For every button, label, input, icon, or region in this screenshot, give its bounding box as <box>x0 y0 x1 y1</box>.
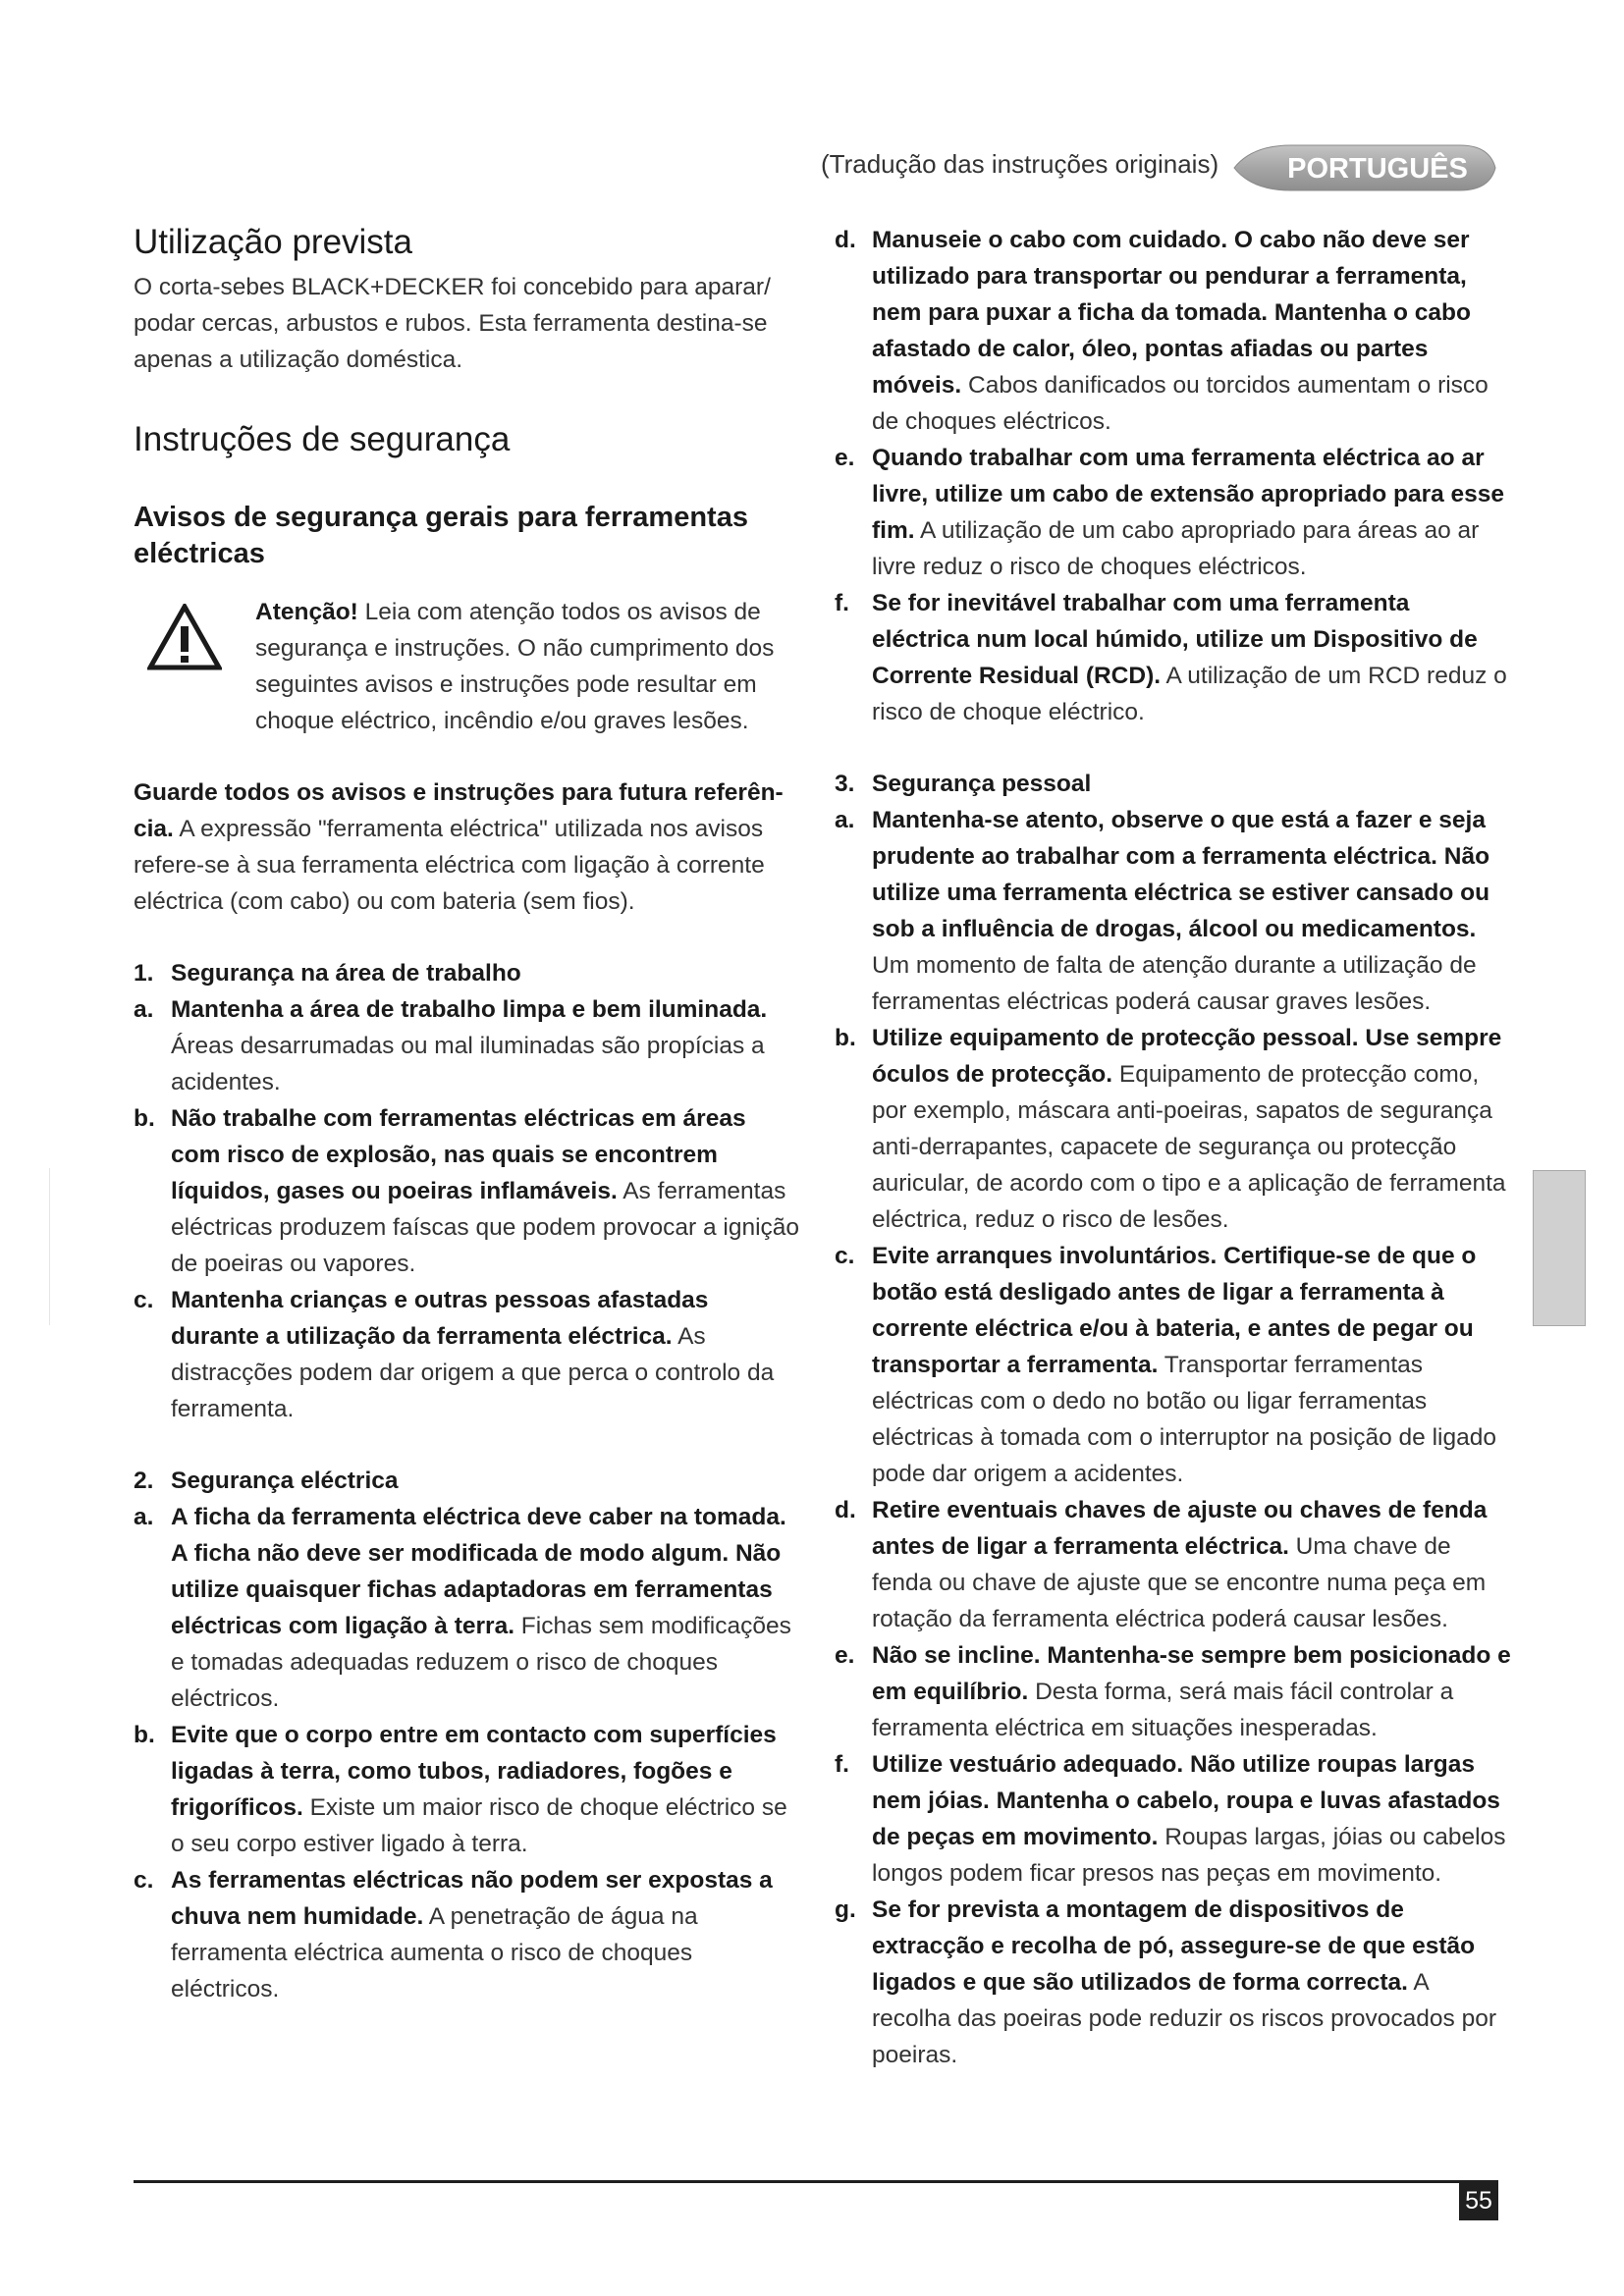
right-column <box>835 222 1512 2073</box>
margin-mark <box>49 1168 50 1325</box>
page-number: 55 <box>1459 2181 1498 2220</box>
list-item-3a: a. Mantenha-se atento, observe o que está a fazer e seja prudente ao trabalhar com a ferramenta eléctrica. Não utilize uma ferramenta eléctrica se estiver cansado ou sob a influência de drogas, álcool ou medicamentos. Um momento de falta de atenção durante a utilização de ferramentas eléctricas poderá causar graves lesões. <box>835 807 1490 1015</box>
list-item-2c: c. As ferramentas eléctricas não podem ser expostas a chuva nem humidade. A penetração de água na ferramenta eléctrica aumenta o risco de choques eléctricos. <box>134 1867 773 2002</box>
intended-use-text: O corta-sebes BLACK+DECKER foi concebido para aparar/ podar cercas, arbustos e rubos. Esta ferramenta destina-se apenas a utilização doméstica. <box>134 274 771 373</box>
translation-note: (Tradução das instruções originais) <box>821 149 1219 179</box>
warning-block <box>134 594 801 739</box>
list-item-3e: e. Não se incline. Mantenha-se sempre bem posicionado e em equilíbrio. Desta forma, será mais fácil controlar a ferramenta eléctrica em situações inesperadas. <box>835 1642 1511 1741</box>
warning-lead: Atenção! <box>255 599 358 625</box>
list-item-2d: d. Manuseie o cabo com cuidado. O cabo não deve ser utilizado para transportar ou pendurar a ferramenta, nem para puxar a ficha da tomada. Mantenha o cabo afastado de calor, óleo, pontas afiadas ou partes móveis. Cabos danificados ou torcidos aumentam o risco de choques eléctricos. <box>835 227 1489 435</box>
section-1-title: 1. Segurança na área de trabalho <box>134 955 801 991</box>
side-thumb-tab <box>1533 1170 1586 1326</box>
keep-instructions-text: A expressão "ferramenta eléctrica" utilizada nos avisos refere-se à sua ferramenta eléctrica com ligação à corrente eléctrica (com cabo) ou com bateria (sem fios). <box>134 816 765 915</box>
list-item-3c: c. Evite arranques involuntários. Certifique-se de que o botão está desligado antes de ligar a ferramenta à corrente eléctrica e/ou à bateria, e antes de pegar ou transportar a ferramenta. Transportar ferramentas eléctricas com o dedo no botão ou ligar ferramentas eléctricas à tomada com o interruptor na posição de ligado pode dar origem a acidentes. <box>835 1243 1496 1487</box>
language-tab-shape <box>1232 143 1497 192</box>
list-item-2a: a. A ficha da ferramenta eléctrica deve caber na tomada. A ficha não deve ser modificada de modo algum. Não utilize quaisquer fichas adaptadoras em ferramentas eléctricas com ligação à terra. Fichas sem modificações e tomadas adequadas reduzem o risco de choques eléctricos. <box>134 1504 791 1712</box>
footer-rule <box>134 2180 1498 2183</box>
section-3-title: 3. Segurança pessoal <box>835 766 1512 802</box>
section-3-marker: 3. <box>835 771 855 797</box>
section-2-title: 2. Segurança eléctrica <box>134 1463 801 1499</box>
list-item-2f: f. Se for inevitável trabalhar com uma ferramenta eléctrica num local húmido, utilize um Dispositivo de Corrente Residual (RCD). A utilização de um RCD reduz o risco de choque eléctrico. <box>835 590 1507 725</box>
keep-instructions-lead: Guarde todos os avisos e instruções para futura referên-cia. <box>134 779 784 842</box>
list-item-1b: b. Não trabalhe com ferramentas eléctricas em áreas com risco de explosão, nas quais se encontrem líquidos, gases ou poeiras inflamáveis. As ferramentas eléctricas produzem faíscas que podem provocar a ignição de poeiras ou vapores. <box>134 1105 800 1277</box>
intended-use-heading: Utilização prevista <box>134 223 412 261</box>
list-item-1a: a. Mantenha a área de trabalho limpa e bem iluminada. Áreas desarrumadas ou mal iluminadas são propícias a acidentes. <box>134 996 768 1095</box>
general-warnings-heading: Avisos de segurança gerais para ferramentas eléctricas <box>134 502 748 569</box>
left-column <box>134 222 801 2007</box>
warning-triangle-icon <box>147 604 222 670</box>
list-item-3g: g. Se for prevista a montagem de dispositivos de extracção e recolha de pó, assegure-se de que estão ligados e que são utilizados de forma correcta. A recolha das poeiras pode reduzir os riscos provocados por poeiras. <box>835 1896 1496 2068</box>
keep-instructions <box>134 774 801 920</box>
list-item-3f: f. Utilize vestuário adequado. Não utilize roupas largas nem jóias. Mantenha o cabelo, roupa e luvas afastados de peças em movimento. Roupas largas, jóias ou cabelos longos podem ficar presos nas peças em movimento. <box>835 1751 1506 1887</box>
list-item-2b: b. Evite que o corpo entre em contacto com superfícies ligadas à terra, como tubos, radiadores, fogões e frigoríficos. Existe um maior risco de choque eléctrico se o seu corpo estiver ligado à terra. <box>134 1722 787 1857</box>
safety-heading: Instruções de segurança <box>134 420 511 458</box>
warning-text: Leia com atenção todos os avisos de segurança e instruções. O não cumprimento dos seguintes avisos e instruções pode resultar em choque eléctrico, incêndio e/ou graves lesões. <box>255 599 775 734</box>
list-item-2e: e. Quando trabalhar com uma ferramenta eléctrica ao ar livre, utilize um cabo de extensão apropriado para esse fim. A utilização de um cabo apropriado para áreas ao ar livre reduz o risco de choques eléctricos. <box>835 445 1505 580</box>
language-tab <box>1232 143 1497 192</box>
section-1-marker: 1. <box>134 960 154 987</box>
language-label: PORTUGUÊS <box>1287 153 1468 185</box>
list-item-1c: c. Mantenha crianças e outras pessoas afastadas durante a utilização da ferramenta eléctrica. As distracções podem dar origem a que perca o controlo da ferramenta. <box>134 1287 775 1422</box>
list-item-3b: b. Utilize equipamento de protecção pessoal. Use sempre óculos de protecção. Equipamento de protecção como, por exemplo, máscara anti-poeiras, sapatos de segurança anti-derrapantes, capacete de segurança ou protecção auricular, de acordo com o tipo e a aplicação de ferramenta eléctrica, reduz o risco de lesões. <box>835 1025 1506 1233</box>
section-2-marker: 2. <box>134 1468 154 1494</box>
list-item-3d: d. Retire eventuais chaves de ajuste ou chaves de fenda antes de ligar a ferramenta eléctrica. Uma chave de fenda ou chave de ajuste que se encontre numa peça em rotação da ferramenta eléctrica poderá causar lesões. <box>835 1497 1488 1632</box>
